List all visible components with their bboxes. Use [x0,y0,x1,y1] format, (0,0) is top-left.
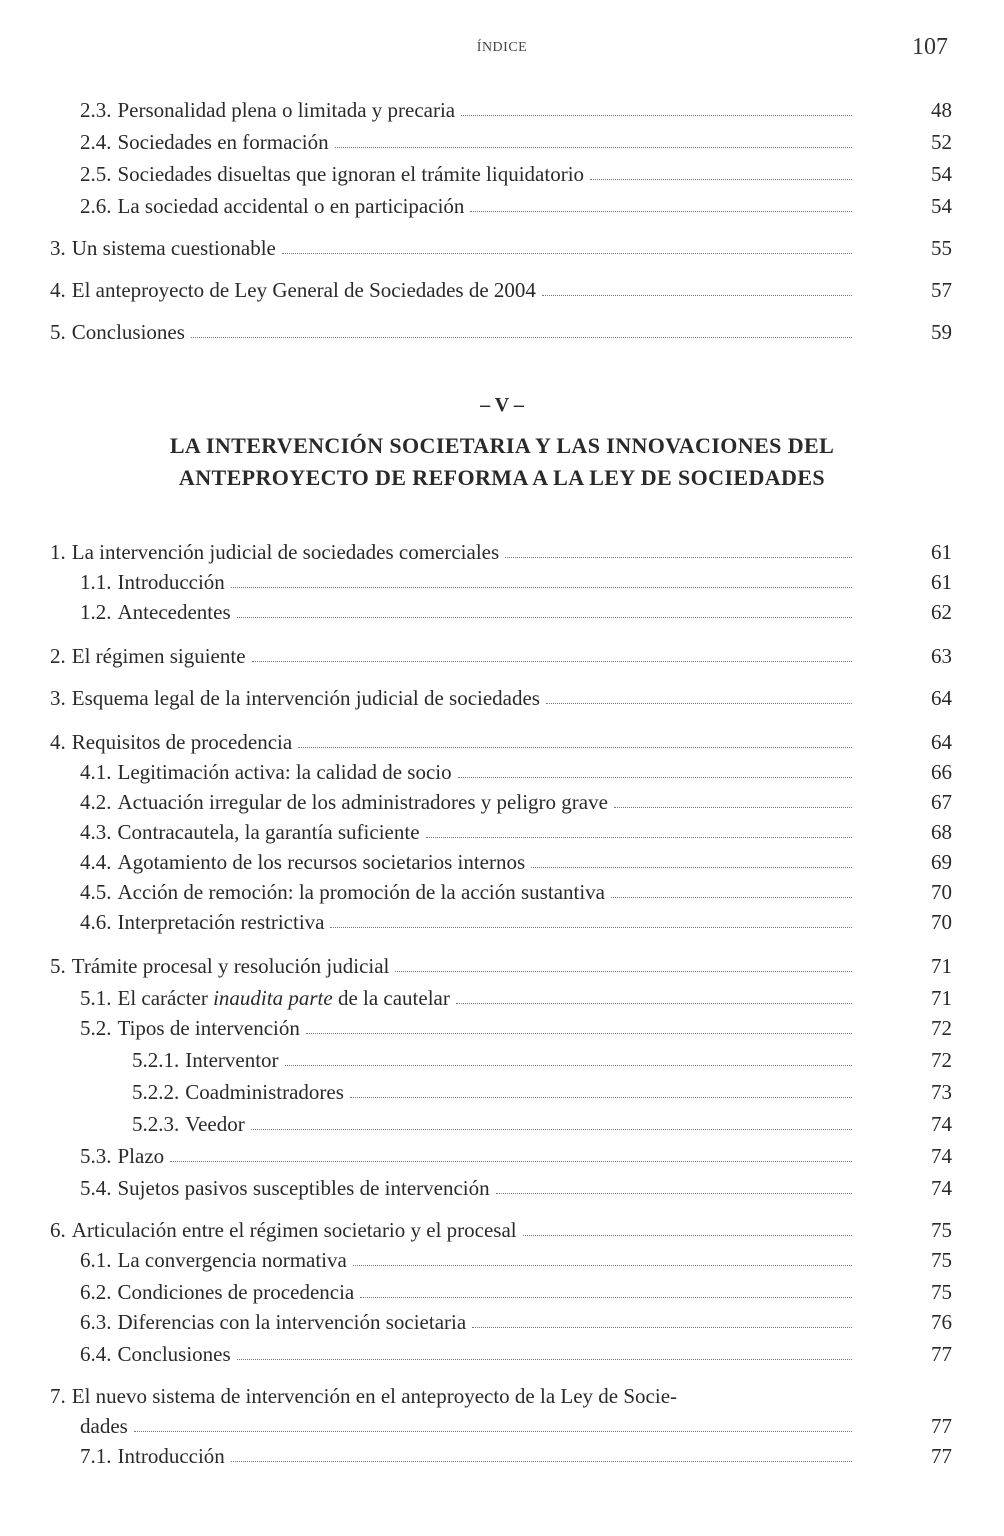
dot-leader [496,1192,852,1194]
entry-title: Veedor [185,1112,245,1136]
entry-number: 5. [50,954,66,978]
dot-leader [237,1358,852,1360]
entry-title: El régimen siguiente [71,644,246,668]
entry-page: 72 [931,1048,952,1072]
entry-number: 5.2. [80,1016,112,1040]
entry-page: 73 [931,1080,952,1104]
entry-title: Agotamiento de los recursos societarios internos [117,850,526,874]
entry-page: 70 [931,910,952,934]
dot-leader [282,252,852,254]
dot-leader [461,114,852,116]
entry-number: 4.3. [80,820,112,844]
entry-number: 5.4. [80,1176,112,1200]
toc-entry [50,538,952,566]
entry-number: 5. [50,320,66,344]
entry-title: Introducción [117,570,225,594]
dot-leader [306,1032,852,1034]
entry-number: 6. [50,1218,66,1242]
entry-title-italic: inaudita parte [213,986,333,1010]
dot-leader [456,1002,852,1004]
toc-entry [80,160,952,188]
entry-page: 57 [931,278,952,302]
entry-title: Introducción [117,1444,225,1468]
dot-leader [330,926,852,928]
entry-title: Sociedades en formación [117,130,329,154]
toc-entry [50,234,952,262]
entry-number: 1.2. [80,600,112,624]
dot-leader [298,746,852,748]
dot-leader [395,970,852,972]
dot-leader [335,146,852,148]
dot-leader [134,1430,852,1432]
entry-title: Articulación entre el régimen societario y el procesal [71,1218,517,1242]
dot-leader [285,1064,852,1066]
dot-leader [231,1460,852,1462]
entry-title: Condiciones de procedencia [117,1280,355,1304]
toc-entry [80,758,952,786]
entry-number: 3. [50,236,66,260]
dot-leader [523,1234,852,1236]
entry-page: 66 [931,760,952,784]
toc-entry [80,1278,952,1306]
entry-number: 2. [50,644,66,668]
dot-leader [191,336,852,338]
toc-entry [80,878,952,906]
entry-number: 4. [50,730,66,754]
entry-page: 64 [931,730,952,754]
entry-title: Sociedades disueltas que ignoran el trámite liquidatorio [117,162,585,186]
toc-entry [80,1014,952,1042]
entry-title: Sujetos pasivos susceptibles de intervención [117,1176,490,1200]
toc-entry [80,598,952,626]
entry-page: 74 [931,1176,952,1200]
toc-entry [80,128,952,156]
toc-entry [80,1340,952,1368]
running-title: ÍNDICE [476,40,528,55]
toc-entry [80,568,952,596]
entry-number: 2.3. [80,98,112,122]
dot-leader [531,866,852,868]
dot-leader [470,210,852,212]
entry-page: 67 [931,790,952,814]
entry-number: 4.4. [80,850,112,874]
entry-title: Requisitos de procedencia [71,730,293,754]
entry-title: Contracautela, la garantía suficiente [117,820,420,844]
entry-title: La convergencia normativa [117,1248,347,1272]
dot-leader [611,896,852,898]
toc-entry [80,1174,952,1202]
entry-page: 77 [931,1444,952,1468]
toc-entry [50,684,952,712]
entry-page: 72 [931,1016,952,1040]
entry-title: Trámite procesal y resolución judicial [71,954,390,978]
entry-page: 70 [931,880,952,904]
chapter-number: – V – [480,394,524,416]
chapter-title-line-1: LA INTERVENCIÓN SOCIETARIA Y LAS INNOVACIONES DEL [169,433,835,458]
entry-page: 64 [931,686,952,710]
entry-page: 59 [931,320,952,344]
toc-entry [80,788,952,816]
entry-page: 74 [931,1112,952,1136]
entry-title: La intervención judicial de sociedades comerciales [71,540,500,564]
entry-number: 4.1. [80,760,112,784]
entry-title-line-2: dades [80,1414,128,1438]
toc-entry [50,728,952,756]
entry-page: 55 [931,236,952,260]
entry-page: 71 [931,954,952,978]
page-number: 107 [912,34,948,60]
dot-leader [170,1160,852,1162]
entry-number: 1.1. [80,570,112,594]
entry-page: 62 [931,600,952,624]
entry-page: 69 [931,850,952,874]
dot-leader [353,1264,852,1266]
entry-page: 77 [931,1342,952,1366]
entry-number: 5.2.1. [132,1048,180,1072]
entry-title: Antecedentes [117,600,231,624]
entry-page: 76 [931,1310,952,1334]
dot-leader [505,556,852,558]
entry-number: 6.3. [80,1310,112,1334]
dot-leader [546,702,852,704]
toc-entry [80,1246,952,1274]
entry-number: 2.6. [80,194,112,218]
toc-entry [50,276,952,304]
dot-leader [252,660,852,662]
dot-leader [590,178,852,180]
toc-entry [132,1078,952,1106]
entry-title: Interventor [185,1048,279,1072]
entry-number: 5.2.3. [132,1112,180,1136]
entry-number: 6.4. [80,1342,112,1366]
toc-entry [80,1142,952,1170]
entry-number: 1. [50,540,66,564]
toc-entry [80,984,952,1012]
entry-number: 5.1. [80,986,112,1010]
entry-title: Legitimación activa: la calidad de socio [117,760,452,784]
entry-page: 77 [931,1414,952,1438]
entry-number: 2.5. [80,162,112,186]
entry-page: 54 [931,194,952,218]
entry-title: Conclusiones [117,1342,231,1366]
toc-entry [50,318,952,346]
entry-title: Un sistema cuestionable [71,236,276,260]
chapter-title [80,430,924,494]
running-header [0,36,1004,60]
toc-entry [50,1216,952,1244]
dot-leader [231,586,852,588]
entry-page: 75 [931,1218,952,1242]
entry-title: Coadministradores [185,1080,344,1104]
toc-entry [80,96,952,124]
entry-title: El carácter inaudita parte de la cautelar [117,986,450,1010]
dot-leader [251,1128,852,1130]
dot-leader [472,1326,852,1328]
entry-title: La sociedad accidental o en participación [117,194,465,218]
entry-number: 6.1. [80,1248,112,1272]
toc-entry [80,1442,952,1470]
toc-entry [80,1412,952,1440]
entry-number: 3. [50,686,66,710]
entry-title: Personalidad plena o limitada y precaria [117,98,456,122]
chapter-title-line-2: ANTEPROYECTO DE REFORMA A LA LEY DE SOCIEDADES [178,465,826,490]
dot-leader [350,1096,852,1098]
dot-leader [426,836,852,838]
entry-page: 61 [931,540,952,564]
entry-title: Diferencias con la intervención societaria [117,1310,467,1334]
entry-title-line-1: El nuevo sistema de intervención en el anteproyecto de la Ley de Socie- [71,1384,678,1408]
dot-leader [542,294,852,296]
toc-entry [132,1046,952,1074]
toc-entry [80,1308,952,1336]
entry-title: El anteproyecto de Ley General de Sociedades de 2004 [71,278,536,302]
toc-entry [80,908,952,936]
entry-page: 63 [931,644,952,668]
dot-leader [614,806,852,808]
toc-entry [50,642,952,670]
entry-page: 74 [931,1144,952,1168]
dot-leader [237,616,852,618]
entry-number: 4.2. [80,790,112,814]
toc-entry [50,952,952,980]
entry-title: Acción de remoción: la promoción de la acción sustantiva [117,880,606,904]
entry-number: 7. [50,1384,66,1408]
entry-page: 71 [931,986,952,1010]
entry-page: 48 [931,98,952,122]
entry-number: 5.2.2. [132,1080,180,1104]
entry-page: 75 [931,1280,952,1304]
toc-entry [80,818,952,846]
entry-page: 54 [931,162,952,186]
toc-entry [80,848,952,876]
dot-leader [458,776,852,778]
entry-number: 4.5. [80,880,112,904]
entry-page: 61 [931,570,952,594]
entry-title: Esquema legal de la intervención judicial de sociedades [71,686,540,710]
toc-entry [80,192,952,220]
entry-number: 4.6. [80,910,112,934]
entry-number: 2.4. [80,130,112,154]
entry-number: 6.2. [80,1280,112,1304]
dot-leader [360,1296,852,1298]
entry-title: Actuación irregular de los administradores y peligro grave [117,790,608,814]
entry-title: Tipos de intervención [117,1016,300,1040]
entry-number: 4. [50,278,66,302]
entry-number: 5.3. [80,1144,112,1168]
entry-number: 7.1. [80,1444,112,1468]
toc-entry-first-line [50,1382,677,1410]
entry-title: Plazo [117,1144,165,1168]
entry-page: 52 [931,130,952,154]
entry-page: 75 [931,1248,952,1272]
entry-title: Interpretación restrictiva [117,910,325,934]
entry-title: Conclusiones [71,320,185,344]
toc-entry [132,1110,952,1138]
entry-page: 68 [931,820,952,844]
